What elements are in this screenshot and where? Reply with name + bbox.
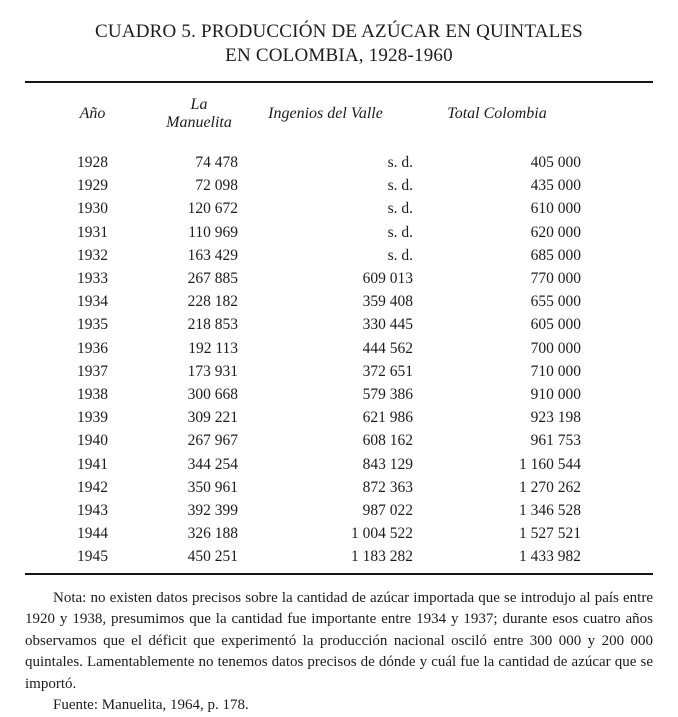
table-cell: 1934 [77,293,108,311]
column-header-spacer [581,83,653,151]
table-cell: 1942 [77,478,108,496]
table-cell: 405 000 [530,154,581,171]
table-cell: 655 000 [530,293,581,311]
table-row [25,290,653,313]
table-cell: 163 429 [187,246,238,264]
column-header-ano: Año [79,105,106,122]
table-cell: 435 000 [530,177,581,195]
spacer-cell [581,429,653,452]
table-cell: 326 188 [187,525,238,543]
spacer-cell [581,406,653,429]
spacer-cell [581,383,653,406]
table-cell: 359 408 [362,293,413,311]
spacer-cell [581,267,653,290]
spacer-cell [581,453,653,476]
table-body [25,151,653,569]
production-table [25,83,653,569]
table-cell: 72 098 [195,177,238,195]
spacer-cell [581,545,653,568]
table-cell: 344 254 [187,455,238,473]
table-cell: 1943 [77,502,108,520]
table-cell: 1941 [77,455,108,473]
table-cell: 350 961 [187,478,238,496]
table-cell: 330 445 [362,316,413,334]
table-cell: s. d. [387,177,413,195]
table-cell: 608 162 [362,432,413,450]
notes-block [25,588,653,717]
table-cell: 710 000 [530,362,581,380]
spacer-cell [581,197,653,220]
table-row [25,429,653,452]
table-row [25,197,653,220]
spacer-cell [581,313,653,336]
table-cell: 120 672 [187,200,238,218]
table-cell: 923 198 [530,409,581,427]
table-cell: 620 000 [530,223,581,241]
table-row [25,174,653,197]
column-header-total-colombia: Total Colombia [447,105,547,122]
table-cell: 843 129 [362,455,413,473]
table-cell: 1929 [77,177,108,195]
table-row [25,383,653,406]
table-cell: 1933 [77,270,108,288]
table-cell: 300 668 [187,386,238,404]
table-cell: 372 651 [362,362,413,380]
table-cell: 267 885 [187,270,238,288]
table-cell: 605 000 [530,316,581,334]
table-cell: 579 386 [362,386,413,404]
table-cell: s. d. [387,154,413,171]
table-cell: 1 183 282 [351,548,413,566]
table-cell: 609 013 [362,270,413,288]
table-cell: 1945 [77,548,108,566]
table-row [25,499,653,522]
table-cell: s. d. [387,223,413,241]
table-title-line1: CUADRO 5. PRODUCCIÓN DE AZÚCAR EN QUINTALES [95,21,583,42]
table-cell: 987 022 [362,502,413,520]
table-title-line2: EN COLOMBIA, 1928-1960 [225,45,453,66]
spacer-cell [581,221,653,244]
table-cell: 173 931 [187,362,238,380]
spacer-cell [581,337,653,360]
table-row [25,476,653,499]
spacer-cell [581,151,653,174]
table-title [25,0,653,68]
table-cell: 228 182 [187,293,238,311]
table-cell: 1 346 528 [519,502,581,520]
table-cell: 700 000 [530,339,581,357]
table-cell: s. d. [387,200,413,218]
table-cell: 74 478 [195,154,238,171]
table-cell: 610 000 [530,200,581,218]
table-cell: 961 753 [530,432,581,450]
spacer-cell [581,522,653,545]
table-cell: 685 000 [530,246,581,264]
table-cell: 1936 [77,339,108,357]
table-cell: 450 251 [187,548,238,566]
table-cell: 872 363 [362,478,413,496]
table-cell: 1931 [77,223,108,241]
table-cell: 110 969 [188,223,238,241]
table-row [25,406,653,429]
table-cell: 1 527 521 [519,525,581,543]
spacer-cell [581,174,653,197]
table-cell: 1939 [77,409,108,427]
spacer-cell [581,476,653,499]
table-cell: 1 004 522 [351,525,413,543]
table-cell: s. d. [387,246,413,264]
table-note: Nota: no existen datos precisos sobre la cantidad de azúcar importada que se introdujo al país entre 1920 y 1938, presumimos que la cantidad fue importante entre 1934 y 1937; durante esos cuatro años observamos que el déficit que experimentó la producción nacional osciló entre 300 000 y 200 000 quintales. Lamentablemente no tenemos datos precisos de dónde y cuál fue la cantidad de azúcar que se importó. [25,589,653,692]
table-cell: 1928 [77,154,108,171]
header-row [25,83,653,151]
spacer-cell [581,290,653,313]
table-cell: 1 270 262 [519,478,581,496]
table-row [25,267,653,290]
table-row [25,313,653,336]
spacer-cell [581,244,653,267]
table-cell: 1932 [77,246,108,264]
table-cell: 444 562 [362,339,413,357]
bottom-rule [25,573,653,575]
table-row [25,244,653,267]
spacer-cell [581,499,653,522]
spacer-cell [581,360,653,383]
table-cell: 910 000 [530,386,581,404]
table-row [25,360,653,383]
column-header-ingenios-del-valle: Ingenios del Valle [268,105,383,122]
table-row [25,337,653,360]
table-row [25,151,653,174]
table-cell: 1 160 544 [519,455,581,473]
table-cell: 770 000 [530,270,581,288]
column-header-la-manuelita: La Manuelita [166,96,232,131]
table-row [25,221,653,244]
table-cell: 267 967 [187,432,238,450]
table-cell: 309 221 [187,409,238,427]
table-cell: 1930 [77,200,108,218]
table-cell: 1937 [77,362,108,380]
table-cell: 192 113 [188,339,238,357]
table-cell: 621 986 [362,409,413,427]
table-row [25,453,653,476]
table-cell: 1944 [77,525,108,543]
table-row [25,545,653,568]
table-source: Fuente: Manuelita, 1964, p. 178. [53,697,249,714]
table-cell: 1940 [77,432,108,450]
table-cell: 1935 [77,316,108,334]
table-cell: 1938 [77,386,108,404]
table-row [25,522,653,545]
table-cell: 1 433 982 [519,548,581,566]
table-cell: 392 399 [187,502,238,520]
table-cell: 218 853 [187,316,238,334]
